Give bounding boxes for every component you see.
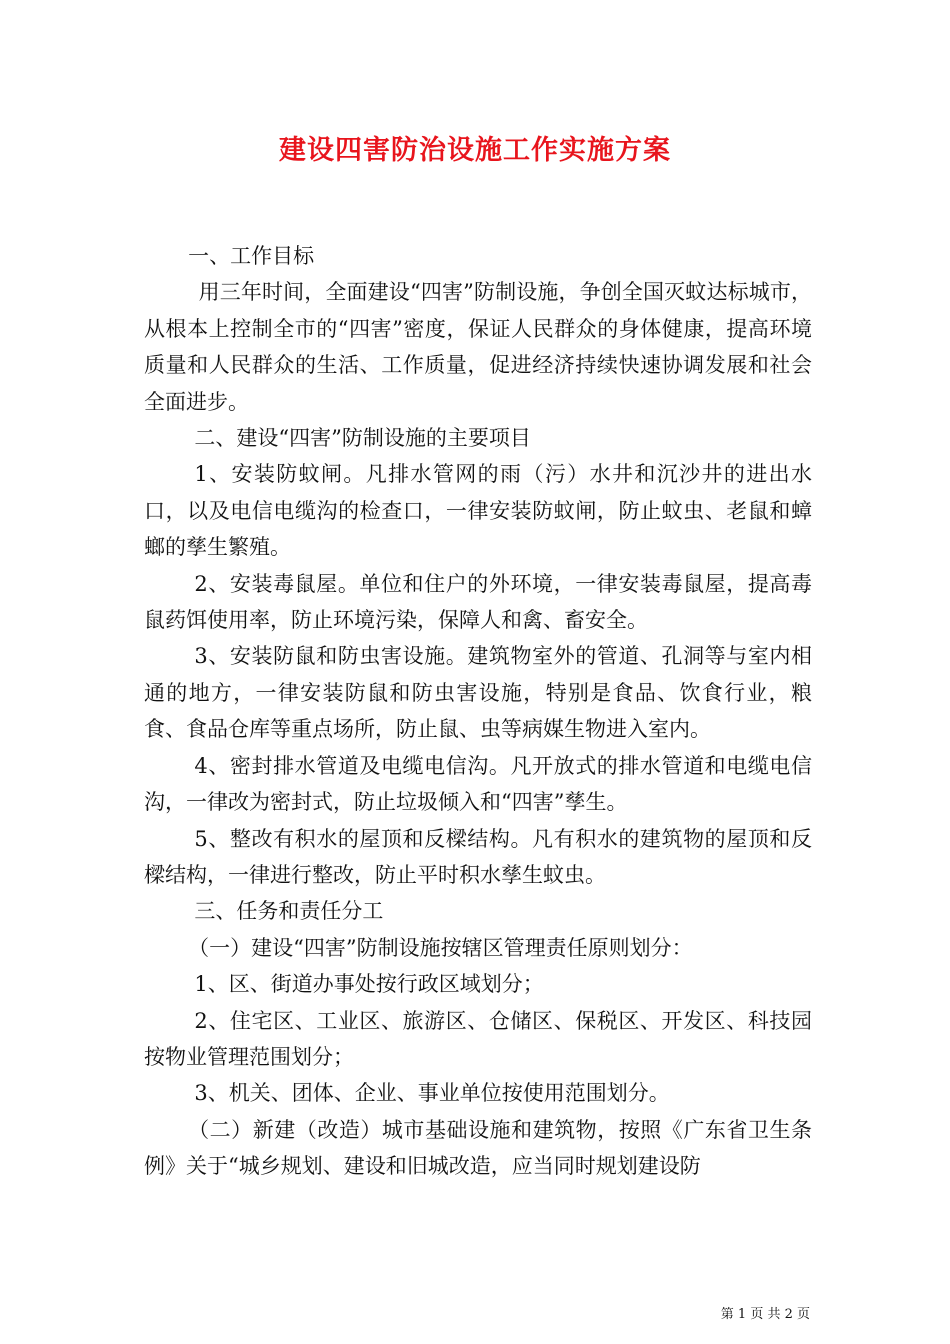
section-heading-responsibilities: 三、任务和责任分工 [194, 899, 384, 924]
paragraph-project-1: 1、安装防蚊闸。凡排水管网的雨（污）水井和沉沙井的进出水口，以及电信电缆沟的检查口，一律安装防蚊闸，防止蚊虫、老鼠和蟑螂的孳生繁殖。 [144, 462, 812, 560]
section-heading-projects: 二、建设“四害”防制设施的主要项目 [194, 426, 531, 451]
paragraph-goals: 用三年时间，全面建设“四害”防制设施，争创全国灭蚊达标城市，从根本上控制全市的“四害”密度，保证人民群众的身体健康，提高环境质量和人民群众的生活、工作质量，促进经济持续快速协调发展和社会全面进步。 [144, 280, 812, 414]
section-heading-goals: 一、工作目标 [188, 244, 315, 268]
document-title: 建设四害防治设施工作实施方案 [279, 135, 671, 166]
paragraph-new-construction: （二）新建（改造）城市基础设施和建筑物，按照《广东省卫生条例》关于“城乡规划、建设和旧城改造，应当同时规划建设防 [144, 1117, 812, 1179]
paragraph-division-2: 2、住宅区、工业区、旅游区、仓储区、保税区、开发区、科技园按物业管理范围划分； [144, 1008, 812, 1069]
paragraph-project-2: 2、安装毒鼠屋。单位和住户的外环境，一律安装毒鼠屋，提高毒鼠药饵使用率，防止环境污染，保障人和禽、畜安全。 [144, 571, 812, 633]
page-number-footer: 第 1 页 共 2 页 [720, 1307, 810, 1322]
paragraph-division-1: 1、区、街道办事处按行政区域划分； [194, 972, 544, 997]
paragraph-project-5: 5、整改有积水的屋顶和反樑结构。凡有积水的建筑物的屋顶和反樑结构，一律进行整改，防止平时积水孳生蚊虫。 [144, 826, 812, 887]
paragraph-division-principle: （一）建设“四害”防制设施按辖区管理责任原则划分： [188, 935, 693, 960]
document-body [144, 238, 812, 1185]
paragraph-project-4: 4、密封排水管道及电缆电信沟。凡开放式的排水管道和电缆电信沟，一律改为密封式，防止垃圾倾入和“四害”孳生。 [144, 753, 812, 815]
paragraph-division-3: 3、机关、团体、企业、事业单位按使用范围划分。 [194, 1081, 670, 1106]
paragraph-project-3: 3、安装防鼠和防虫害设施。建筑物室外的管道、孔洞等与室内相通的地方，一律安装防鼠和防虫害设施，特别是食品、饮食行业，粮食、食品仓库等重点场所，防止鼠、虫等病媒生物进入室内。 [144, 644, 812, 742]
